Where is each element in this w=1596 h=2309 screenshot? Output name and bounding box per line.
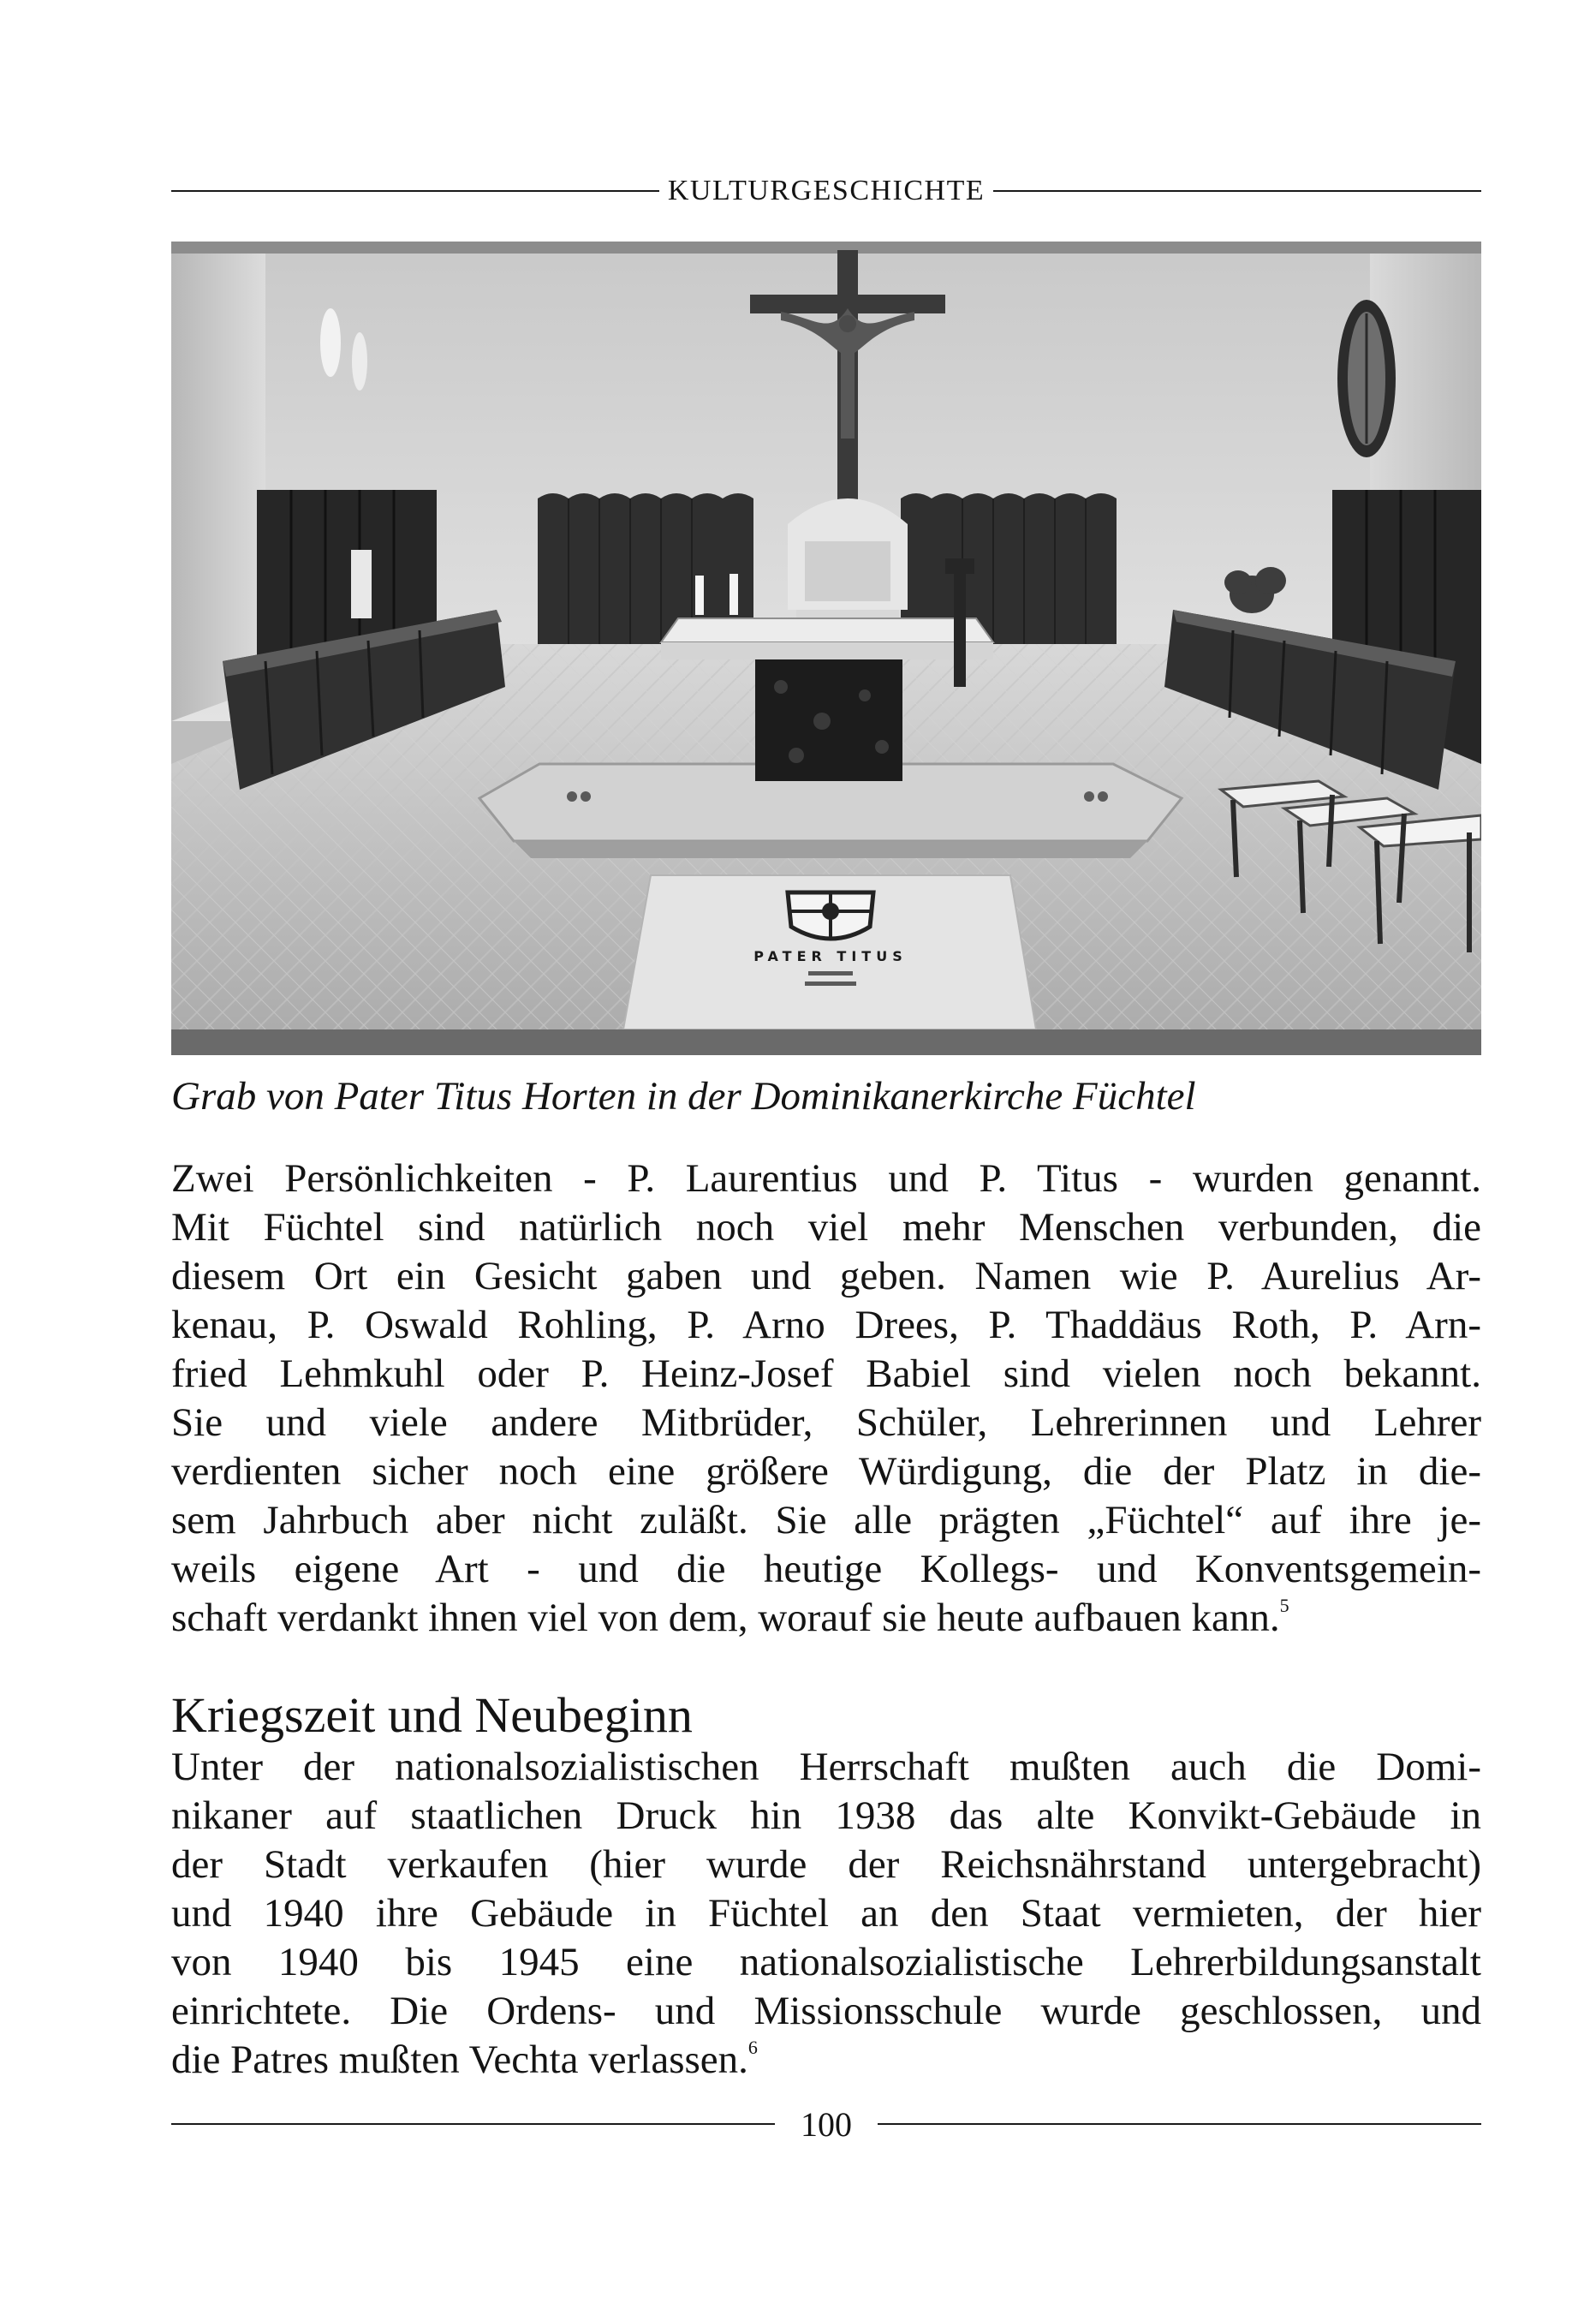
text-line: von 1940 bis 1945 eine nationalsozialistische Lehrerbildungsanstalt — [171, 1940, 1481, 1984]
running-header — [171, 170, 1481, 212]
coat-of-arms-icon — [788, 892, 873, 939]
text-line: nikaner auf staatlichen Druck hin 1938 das alte Konvikt-Gebäude in — [171, 1793, 1481, 1838]
text-line-content: schaft verdankt ihnen viel von dem, worauf sie heute aufbauen kann. — [171, 1596, 1280, 1640]
text-line: weils eigene Art - und die heutige Kollegs- und Konventsgemein- — [171, 1547, 1481, 1591]
church-photograph — [171, 242, 1481, 1055]
footer-rule-right — [878, 2123, 1481, 2125]
text-line: und 1940 ihre Gebäude in Füchtel an den Staat vermieten, der hier — [171, 1891, 1481, 1936]
footer-rule-left — [171, 2123, 775, 2125]
tombstone-inscription: PATER TITUS — [753, 948, 908, 964]
text-line-last — [171, 1594, 1481, 1643]
section-heading: Kriegszeit und Neubeginn — [171, 1687, 693, 1743]
footnote-reference[interactable]: 6 — [747, 2037, 758, 2058]
text-line: kenau, P. Oswald Rohling, P. Arno Drees, P. Thaddäus Roth, P. Arn- — [171, 1303, 1481, 1347]
figure-caption: Grab von Pater Titus Horten in der Dominikanerkirche Füchtel — [171, 1074, 1196, 1119]
text-line: fried Lehmkuhl oder P. Heinz-Josef Babiel sind vielen noch bekannt. — [171, 1351, 1481, 1396]
page-number: 100 — [801, 2104, 852, 2144]
text-line: sem Jahrbuch aber nicht zuläßt. Sie alle prägten „Füchtel“ auf ihre je- — [171, 1498, 1481, 1542]
running-header-title: KULTURGESCHICHTE — [667, 175, 986, 206]
text-line: der Stadt verkaufen (hier wurde der Reichsnährstand untergebracht) — [171, 1842, 1481, 1887]
church-photograph-drawing — [171, 242, 1481, 1055]
text-line-last — [171, 2036, 1481, 2085]
text-line: diesem Ort ein Gesicht gaben und geben. Namen wie P. Aurelius Ar- — [171, 1254, 1481, 1298]
text-line: einrichtete. Die Ordens- und Missionsschule wurde geschlossen, und — [171, 1989, 1481, 2033]
text-line: Mit Füchtel sind natürlich noch viel mehr Menschen verbunden, die — [171, 1205, 1481, 1250]
header-rule-right — [993, 190, 1481, 192]
text-line: Unter der nationalsozialistischen Herrschaft mußten auch die Domi- — [171, 1745, 1481, 1789]
text-line: Sie und viele andere Mitbrüder, Schüler, Lehrerinnen und Lehrer — [171, 1400, 1481, 1445]
paragraph-war-period — [171, 1743, 1481, 2085]
text-line: Zwei Persönlichkeiten - P. Laurentius und P. Titus - wurden genannt. — [171, 1156, 1481, 1201]
text-line-content: die Patres mußten Vechta verlassen. — [171, 2038, 748, 2082]
paragraph-personalities — [171, 1154, 1481, 1643]
page-footer — [171, 2100, 1481, 2148]
text-line: verdienten sicher noch eine größere Würdigung, die der Platz in die- — [171, 1449, 1481, 1494]
header-rule-left — [171, 190, 659, 192]
footnote-reference[interactable]: 5 — [1279, 1595, 1289, 1616]
